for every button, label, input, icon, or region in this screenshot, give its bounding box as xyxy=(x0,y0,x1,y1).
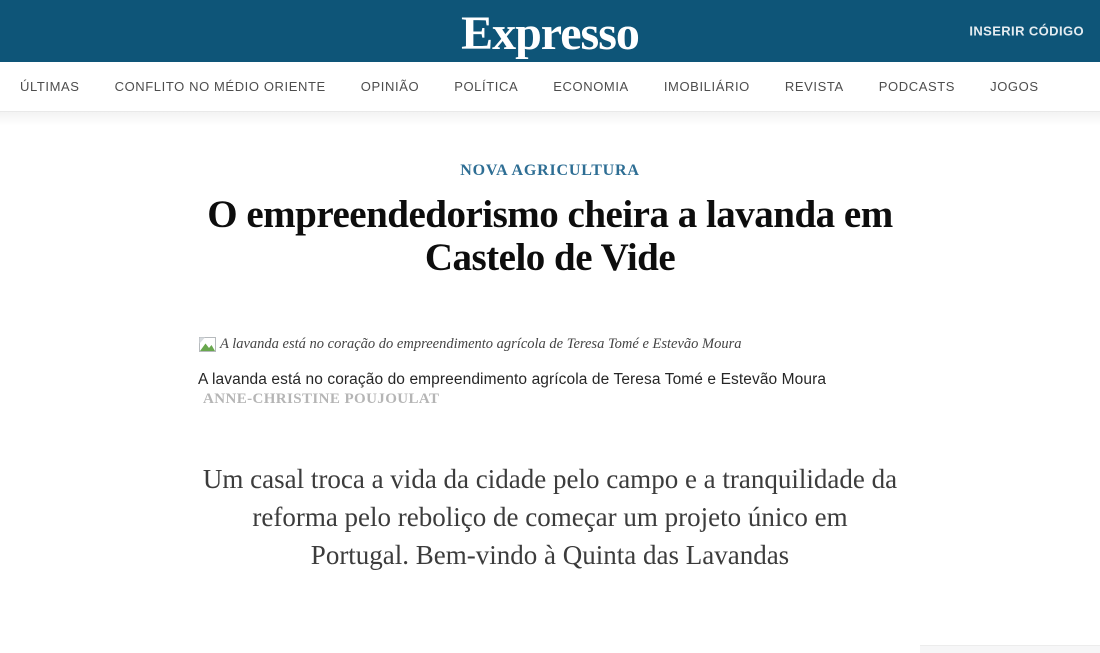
image-alt-text: A lavanda está no coração do empreendimento agrícola de Teresa Tomé e Estevão Moura xyxy=(220,335,742,352)
broken-image-icon xyxy=(198,337,217,358)
nav-item-opiniao[interactable]: OPINIÃO xyxy=(360,79,420,94)
horizontal-scrollbar-track[interactable] xyxy=(920,645,1100,653)
nav-item-ultimas[interactable]: ÚLTIMAS xyxy=(20,79,80,94)
site-header xyxy=(0,0,1100,62)
nav-item-podcasts[interactable]: PODCASTS xyxy=(878,79,956,94)
article-kicker[interactable]: NOVA AGRICULTURA xyxy=(460,162,640,179)
article-lead: Um casal troca a vida da cidade pelo campo e a tranquilidade da reforma pelo reboliço de começar um projeto único em Portugal. Bem-vindo à Quinta das Lavandas xyxy=(202,463,898,571)
nav-item-politica[interactable]: POLÍTICA xyxy=(454,79,519,94)
nav-item-conflito-no-medio-oriente[interactable]: CONFLITO NO MÉDIO ORIENTE xyxy=(114,79,326,94)
main-nav xyxy=(0,62,1100,112)
image-caption: A lavanda está no coração do empreendimento agrícola de Teresa Tomé e Estevão Moura xyxy=(198,370,827,388)
article-page xyxy=(0,126,1100,575)
photo-credit: ANNE-CHRISTINE POUJOULAT xyxy=(203,390,440,407)
nav-bottom-shadow xyxy=(0,112,1100,126)
nav-item-economia[interactable]: ECONOMIA xyxy=(553,79,629,94)
expresso-logo[interactable]: Expresso xyxy=(461,7,639,60)
nav-item-jogos[interactable]: JOGOS xyxy=(990,79,1039,94)
insert-code-button[interactable]: INSERIR CÓDIGO xyxy=(969,23,1084,39)
nav-item-revista[interactable]: REVISTA xyxy=(784,79,844,94)
broken-image-row xyxy=(198,336,902,358)
article-headline: O empreendedorismo cheira a lavanda em Castelo de Vide xyxy=(207,193,893,279)
nav-item-imobiliario[interactable]: IMOBILIÁRIO xyxy=(663,79,750,94)
article-media-block xyxy=(198,336,902,408)
